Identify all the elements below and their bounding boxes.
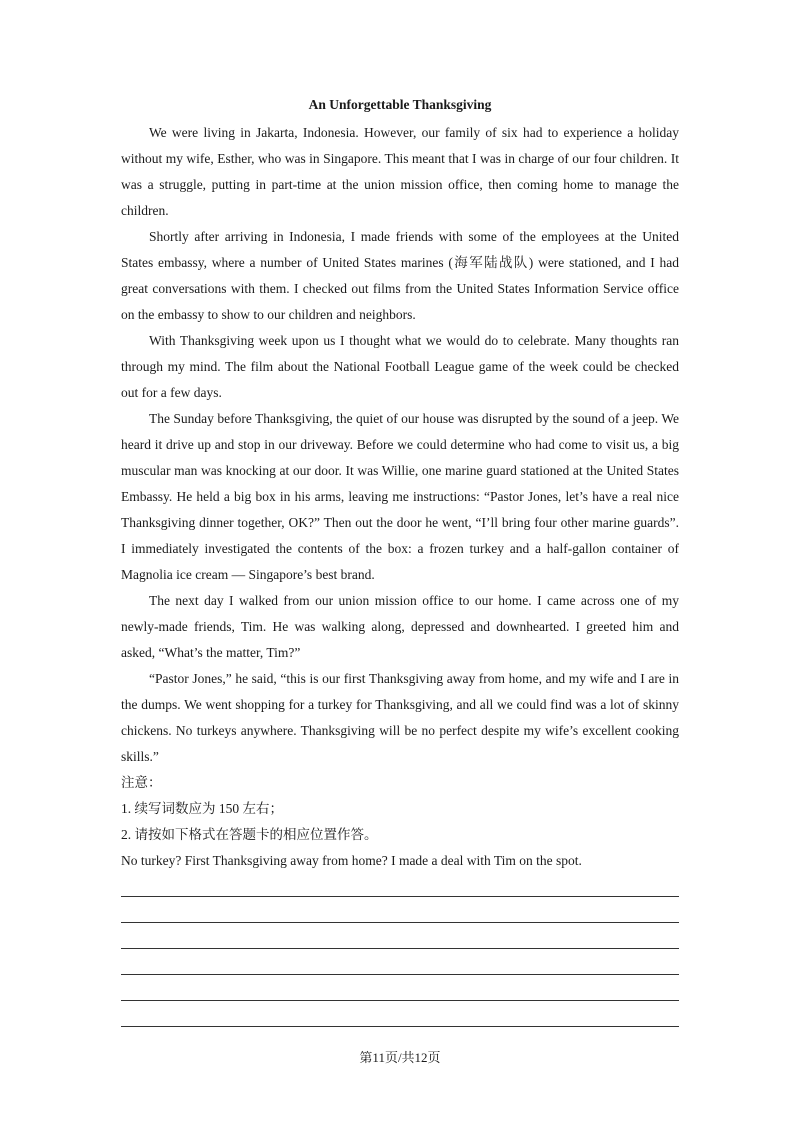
note-item-1: 1. 续写词数应为 150 左右； — [121, 801, 283, 816]
note-item-2: 2. 请按如下格式在答题卡的相应位置作答。 — [121, 827, 378, 842]
paragraph-4: The Sunday before Thanksgiving, the quiet of our house was disrupted by the sound of a jeep. We heard it drive up and stop in our driveway. Before we could determine who had come to visit us, a big muscular man was knocking at our door. It was Willie, one marine guard stationed at the United States Embassy. He held a big box in his arms, leaving me instructions: “Pastor Jones, let’s have a real nice Thanksgiving dinner together, OK?” Then out the door he went, “I’ll bring four other marine guards”. I immediately investigated the contents of the box: a frozen turkey and a half-gallon container of Magnolia ice cream — Singapore’s best brand. — [121, 411, 679, 582]
page-indicator: 第11页/共12页 — [359, 1050, 441, 1065]
answer-line-3 — [121, 948, 679, 949]
paragraph-3: With Thanksgiving week upon us I thought what we would do to celebrate. Many thoughts ran through my mind. The film about the National Football League game of the week could be checked out for a few days. — [121, 333, 679, 400]
paragraph-1: We were living in Jakarta, Indonesia. However, our family of six had to experience a holiday without my wife, Esther, who was in Singapore. This meant that I was in charge of our four children. It was a struggle, putting in part-time at the union mission office, then coming home to manage the children. — [121, 125, 679, 218]
answer-line-1 — [121, 896, 679, 897]
notes-heading: 注意： — [121, 775, 162, 790]
continuation-prompt: No turkey? First Thanksgiving away from home? I made a deal with Tim on the spot. — [121, 853, 582, 868]
paragraph-2: Shortly after arriving in Indonesia, I made friends with some of the employees at the United States embassy, where a number of United States marines (海军陆战队) were stationed, and I had great conversations with them. I checked out films from the United States Information Service office on the embassy to show to our children and neighbors. — [121, 229, 679, 322]
answer-line-5 — [121, 1000, 679, 1001]
answer-line-4 — [121, 974, 679, 975]
answer-line-6 — [121, 1026, 679, 1027]
answer-lines — [121, 896, 679, 1052]
answer-line-2 — [121, 922, 679, 923]
article-title: An Unforgettable Thanksgiving — [308, 97, 492, 112]
paragraph-6: “Pastor Jones,” he said, “this is our first Thanksgiving away from home, and my wife and I are in the dumps. We went shopping for a turkey for Thanksgiving, and all we could find was a lot of skinny chickens. No turkeys anywhere. Thanksgiving will be no perfect despite my wife’s excellent cooking skills.” — [121, 671, 679, 764]
paragraph-5: The next day I walked from our union mission office to our home. I came across one of my newly-made friends, Tim. He was walking along, depressed and downhearted. I greeted him and asked, “What’s the matter, Tim?” — [121, 593, 679, 660]
article-body — [121, 120, 679, 874]
